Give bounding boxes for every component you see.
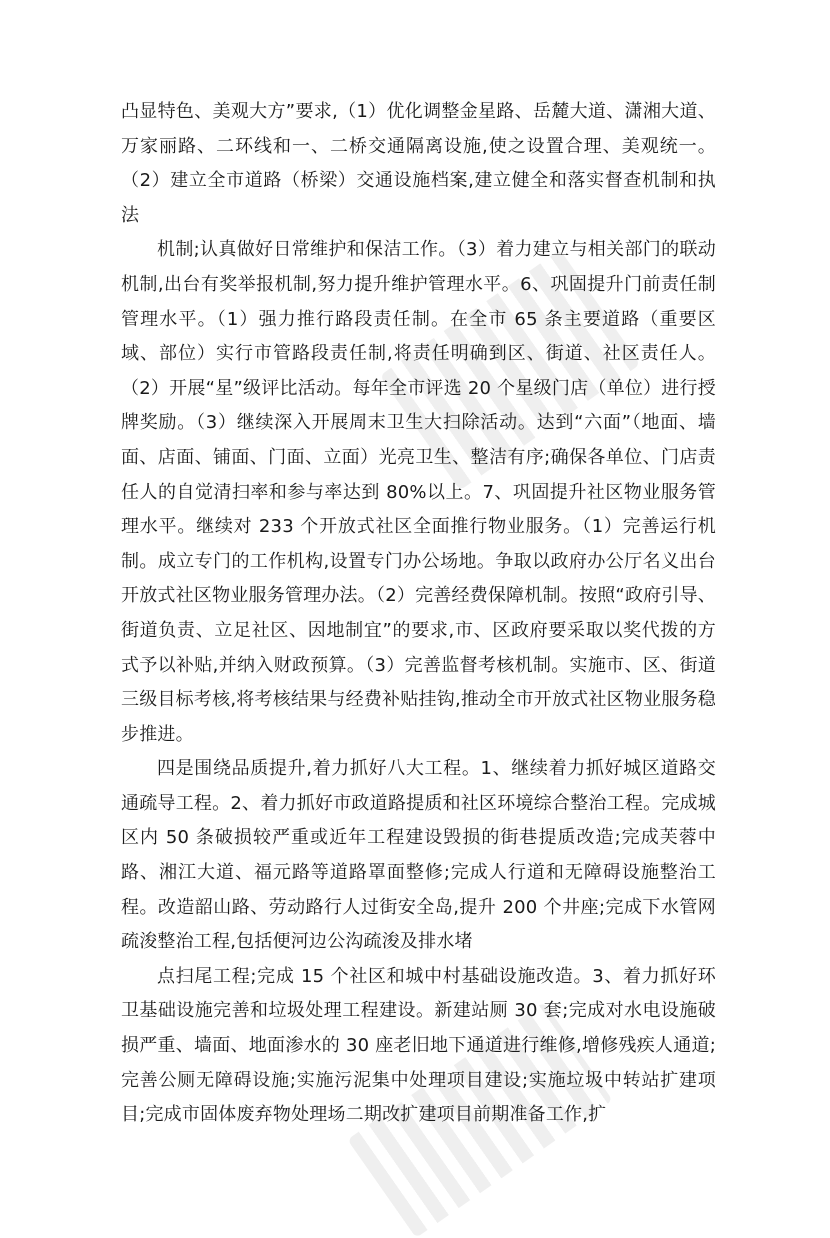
document-body <box>121 95 716 1133</box>
paragraph: 机制;认真做好日常维护和保洁工作。（3）着力建立与相关部门的联动机制,出台有奖举报机制,努力提升维护管理水平。6、巩固提升门前责任制管理水平。（1）强力推行路段责任制。在全市 65 条主要道路（重要区域、部位）实行市管路段责任制,将责任明确到区、街道、社区责任人。（2）开展“星”级评比活动。每年全市评选 20 个星级门店（单位）进行授牌奖励。（3）继续深入开展周末卫生大扫除活动。达到“六面”（地面、墙面、店面、铺面、门面、立面）光亮卫生、整洁有序;确保各单位、门店责任人的自觉清扫率和参与率达到 80%以上。7、巩固提升社区物业服务管理水平。继续对 233 个开放式社区全面推行物业服务。（1）完善运行机制。成立专门的工作机构,设置专门办公场地。争取以政府办公厅名义出台开放式社区物业服务管理办法。（2）完善经费保障机制。按照“政府引导、街道负责、立足社区、因地制宜”的要求,市、区政府要采取以奖代拨的方式予以补贴,并纳入财政预算。（3）完善监督考核机制。实施市、区、街道三级目标考核,将考核结果与经费补贴挂钩,推动全市开放式社区物业服务稳步推进。 <box>121 239 716 745</box>
paragraph: 凸显特色、美观大方”要求,（1）优化调整金星路、岳麓大道、潇湘大道、万家丽路、二环线和一、二桥交通隔离设施,使之设置合理、美观统一。（2）建立全市道路（桥梁）交通设施档案,建立健全和落实督查机制和执法 <box>121 101 716 226</box>
paragraph: 点扫尾工程;完成 15 个社区和城中村基础设施改造。3、着力抓好环卫基础设施完善和垃圾处理工程建设。新建站厕 30 套;完成对水电设施破损严重、墙面、地面渗水的 30 座老旧地下通道进行维修,增修残疾人通道;完善公厕无障碍设施;实施污泥集中处理项目建设;实施垃圾中转站扩建项目;完成市固体废弃物处理场二期改扩建项目前期准备工作,扩 <box>121 965 716 1126</box>
paragraph: 四是围绕品质提升,着力抓好八大工程。1、继续着力抓好城区道路交通疏导工程。2、着力抓好市政道路提质和社区环境综合整治工程。完成城区内 50 条破损较严重或近年工程建设毁损的街巷提质改造;完成芙蓉中路、湘江大道、福元路等道路罩面整修;完成人行道和无障碍设施整治工程。改造韶山路、劳动路行人过街安全岛,提升 200 个井座;完成下水管网疏浚整治工程,包括便河边公沟疏浚及排水堵 <box>121 758 716 953</box>
